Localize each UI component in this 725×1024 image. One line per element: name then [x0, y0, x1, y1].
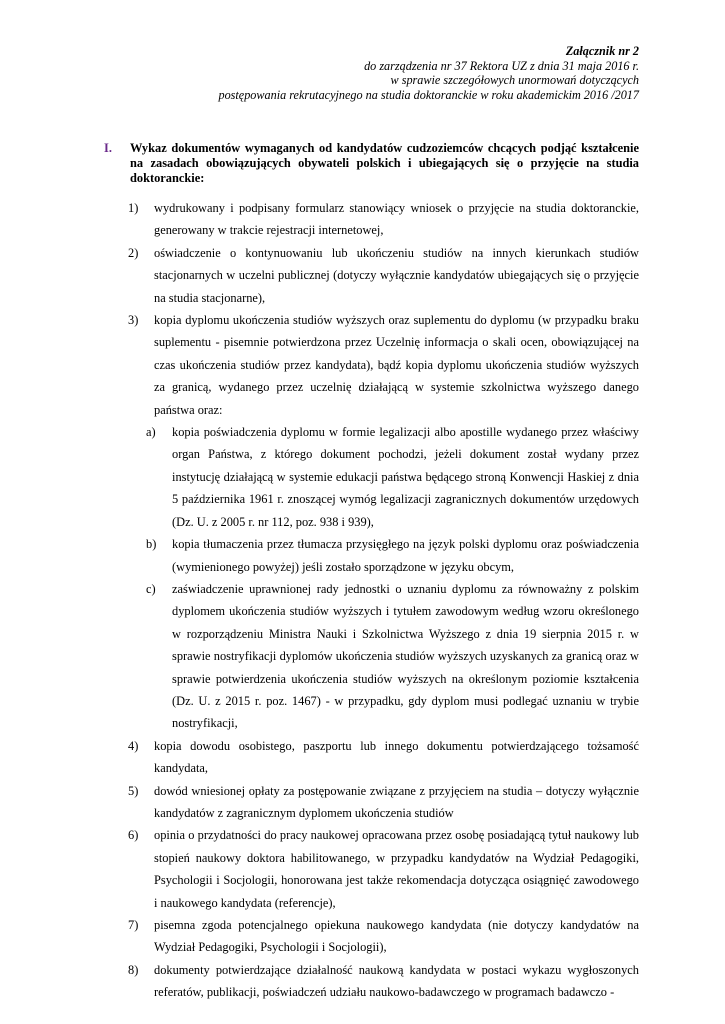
section-text: Wykaz dokumentów wymaganych od kandydatów cudzoziemców chcących podjąć kształcenie na zasadach obowiązujących obywateli polskich i ubiegających się o przyjęcie na studia doktoranckie: [130, 141, 639, 185]
list-item [128, 735, 639, 780]
list-item [128, 780, 639, 825]
list-item-number: 4) [128, 738, 139, 753]
section-heading [104, 141, 639, 186]
sub-list-item-text: kopia poświadczenia dyplomu w formie legalizacji albo apostille wydanego przez właściwy organ Państwa, z którego dokument pochodzi, jeżeli dokument został wydany przez instytucję działającą w systemie edukacji państwa będącego stroną Konwencji Haskiej z dnia 5 października 1961 r. znoszącej wymóg legalizacji zagranicznych dokumentów urzędowych (Dz. U. z 2005 r. nr 112, poz. 938 i 939), [172, 425, 639, 529]
list-item-text: wydrukowany i podpisany formularz stanowiący wniosek o przyjęcie na studia doktoranckie, generowany w trakcie rejestracji internetowej, [154, 201, 639, 238]
annex-line-2: w sprawie szczegółowych unormowań dotyczących [390, 73, 639, 87]
annex-line-1: do zarządzenia nr 37 Rektora UZ z dnia 31 maja 2016 r. [364, 58, 639, 73]
list-item-number: 2) [128, 245, 139, 260]
sub-list-item [128, 533, 639, 578]
list-item [128, 242, 639, 309]
list-item-number: 8) [128, 962, 139, 977]
list-item [128, 914, 639, 959]
list-item-number: 5) [128, 783, 139, 798]
list-item-text: dokumenty potwierdzające działalność naukową kandydata w postaci wykazu wygłoszonych referatów, publikacji, poświadczeń udziału naukowo-badawczego w programach badawczo - [154, 962, 639, 1000]
list-item-number: 7) [128, 918, 139, 932]
sub-list-item-text: zaświadczenie uprawnionej rady jednostki o uznaniu dyplomu za równoważny z polskim dyplomem ukończenia studiów wyższych i tytułem zawodowym według wzoru określonego w rozporządzeniu Ministra Nauki i Szkolnictwa Wyższego z dnia 19 sierpnia 2015 r. w sprawie nostryfikacji dyplomów ukończenia studiów wyższych uzyskanych za granicą oraz w sprawie potwierdzenia ukończenia studiów wyższych na określonym poziomie kształcenia (Dz. U. z 2015 r. poz. 1467) - w przypadku, gdy dyplom musi podlegać uznaniu w trybie nostryfikacji, [172, 581, 639, 731]
list-item [128, 824, 639, 914]
sub-list-item-text: kopia tłumaczenia przez tłumacza przysięgłego na język polski dyplomu oraz poświadczenia (wymienionego powyżej) jeśli zostało sporządzone w języku obcym, [172, 537, 639, 574]
list-item-text: opinia o przydatności do pracy naukowej opracowana przez osobę posiadającą tytuł naukowy lub stopień naukowy doktora habilitowanego, w przypadku kandydatów na Wydział Pedagogiki, Psychologii i Socjologii, honorowana jest także rekomendacja dotycząca osiągnięć zawodowego i naukowego kandydata (referencje), [154, 828, 639, 910]
sub-list-item [128, 578, 639, 735]
list-item-text: oświadczenie o kontynuowaniu lub ukończeniu studiów na innych kierunkach studiów stacjonarnych w uczelni publicznej (dotyczy wyłącznie kandydatów ubiegających się o przyjęcie na studia stacjonarne), [154, 245, 639, 305]
document-list [128, 197, 639, 1004]
annex-title: Załącznik nr 2 [565, 44, 639, 58]
list-item [128, 959, 639, 1004]
list-item-text: pisemna zgoda potencjalnego opiekuna naukowego kandydata (nie dotyczy kandydatów na Wydział Pedagogiki, Psychologii i Socjologii), [154, 918, 639, 955]
section-number: I. [104, 141, 112, 155]
sub-list-item-letter: b) [146, 537, 157, 552]
list-item [128, 309, 639, 421]
list-item-number: 1) [128, 201, 139, 215]
sub-list-item [128, 421, 639, 533]
list-item-text: dowód wniesionej opłaty za postępowanie związane z przyjęciem na studia – dotyczy wyłącznie kandydatów z zagranicznym dyplomem ukończenia studiów [154, 783, 639, 820]
sub-list-item-letter: c) [146, 581, 156, 596]
list-item-number: 6) [128, 828, 139, 843]
sub-list-item-letter: a) [146, 425, 156, 440]
list-item [128, 197, 639, 242]
list-item-number: 3) [128, 313, 139, 328]
annex-header [79, 44, 639, 102]
list-item-text: kopia dyplomu ukończenia studiów wyższych oraz suplementu do dyplomu (w przypadku braku suplementu - pisemnie potwierdzona przez Uczelnię informacja o skali ocen, obowiązującej na czas ukończenia studiów przez kandydata), bądź kopia dyplomu ukończenia studiów wyższych za granicą, wydanego przez uczelnię działającą w systemie szkolnictwa wyższego danego państwa oraz: [154, 313, 639, 417]
list-item-text: kopia dowodu osobistego, paszportu lub innego dokumentu potwierdzającego tożsamość kandydata, [154, 738, 639, 776]
annex-line-3: postępowania rekrutacyjnego na studia doktoranckie w roku akademickim 2016 /2017 [218, 87, 639, 102]
